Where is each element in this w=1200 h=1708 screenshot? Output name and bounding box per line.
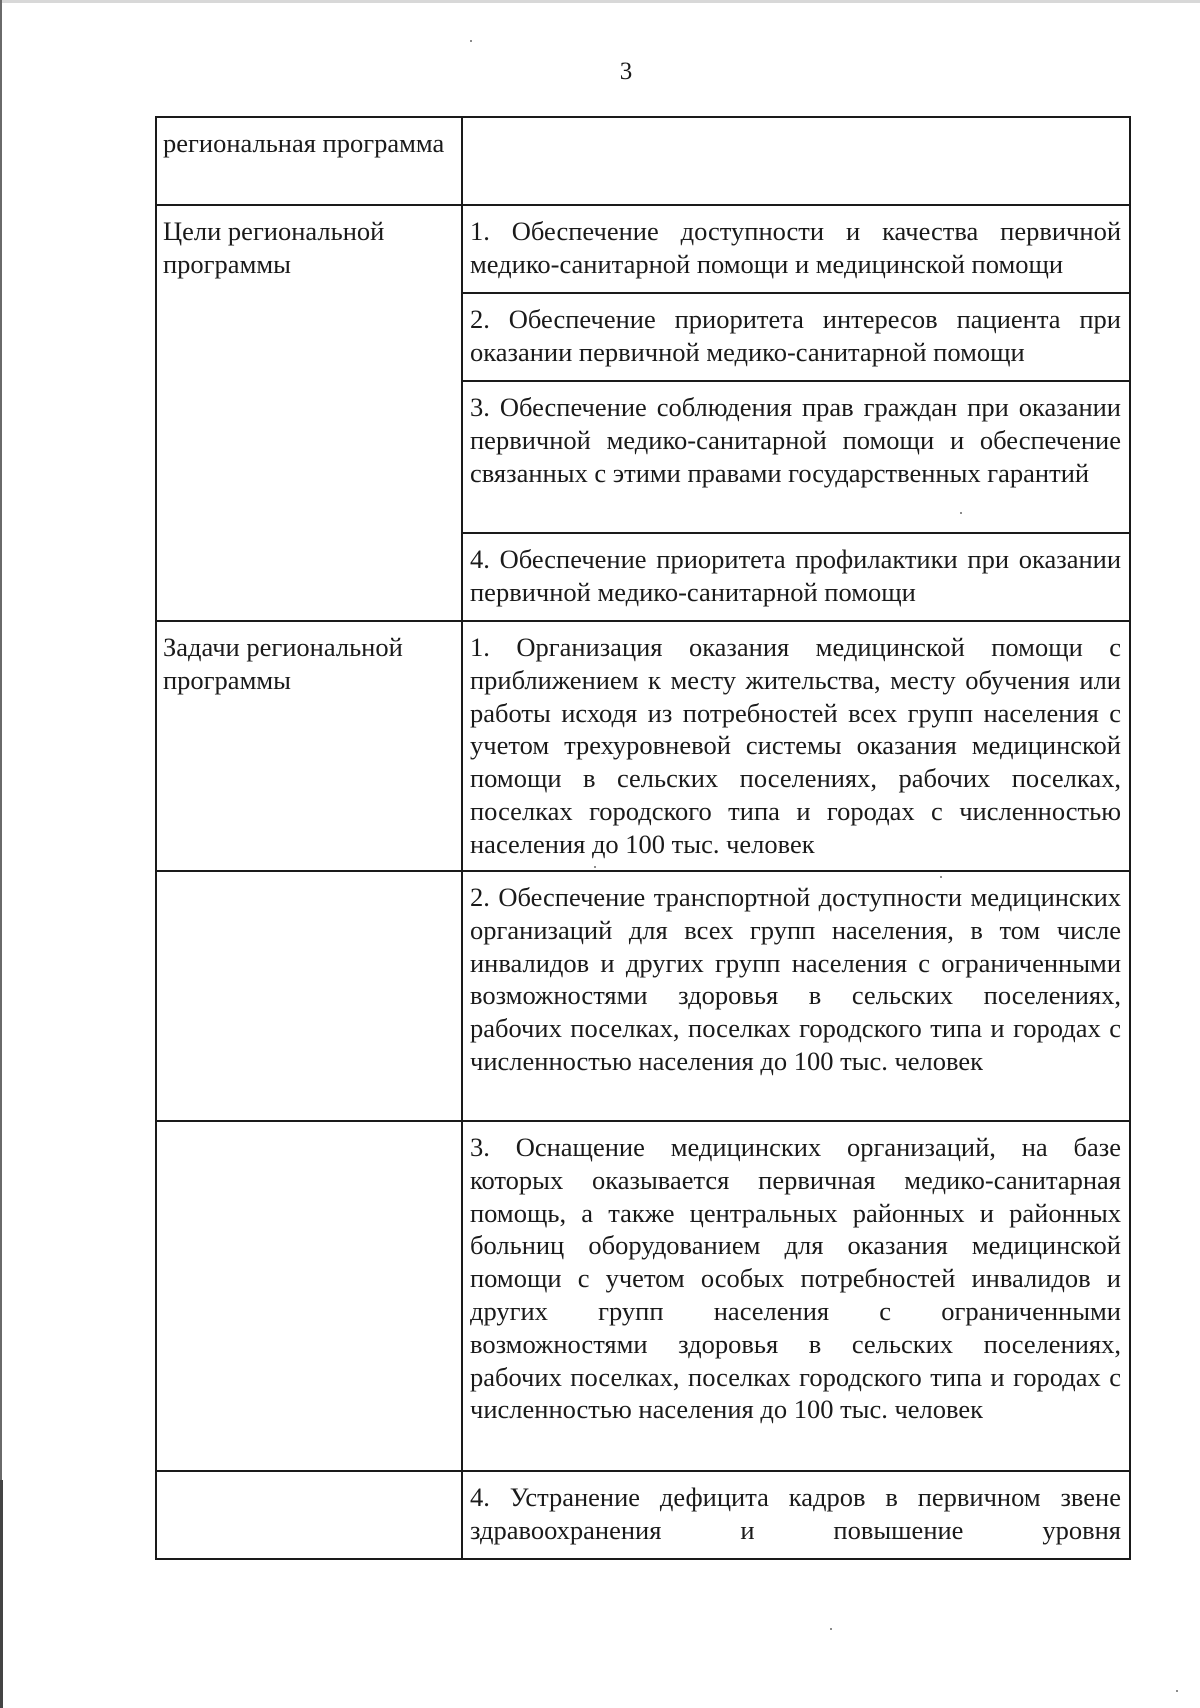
scan-speck: [960, 512, 962, 514]
goal-item: 2. Обеспечение приоритета интересов пациента при оказании первичной медико-санитарной помощи: [462, 293, 1130, 381]
row-label: [156, 871, 462, 1121]
scan-speck: [470, 40, 472, 42]
scan-top-edge: [0, 0, 1200, 3]
program-passport-table: [155, 116, 1131, 1560]
task-item: 1. Организация оказания медицинской помощи с приближением к месту жительства, месту обучения или работы исходя из потребностей всех групп населения с учетом трехуровневой системы оказания медицинской помощи в сельских поселениях, рабочих поселках, поселках городского типа и городах с численностью населения до 100 тыс. человек: [462, 621, 1130, 871]
task-item: 4. Устранение дефицита кадров в первичном звене здравоохранения и повышение уровня: [462, 1471, 1130, 1559]
task-item: 3. Оснащение медицинских организаций, на базе которых оказывается первичная медико-санитарная помощь, а также центральных районных и районных больниц оборудованием для оказания медицинской помощи с учетом особых потребностей инвалидов и других групп населения с ограниченными возможностями здоровья в сельских поселениях, рабочих поселках, поселках городского типа и городах с численностью населения до 100 тыс. человек: [462, 1121, 1130, 1471]
task-item: 2. Обеспечение транспортной доступности медицинских организаций для всех групп населения, в том числе инвалидов и других групп населения с ограниченными возможностями здоровья в сельских поселениях, рабочих поселках, поселках городского типа и городах с численностью населения до 100 тыс. человек: [462, 871, 1130, 1121]
scan-speck: [940, 876, 942, 878]
goal-item: 1. Обеспечение доступности и качества первичной медико-санитарной помощи и медицинской помощи: [462, 205, 1130, 293]
scan-left-edge-dark: [0, 1480, 3, 1708]
table-row: [156, 871, 1130, 1121]
table-row: [156, 1471, 1130, 1559]
row-label-tasks: Задачи региональной программы: [156, 621, 462, 871]
scan-speck: [1176, 1690, 1178, 1692]
table-row: [156, 205, 1130, 293]
row-label: [156, 1121, 462, 1471]
page-number: 3: [619, 58, 633, 85]
scan-left-edge: [0, 0, 2, 1708]
table-row: [156, 117, 1130, 205]
scan-speck: [594, 866, 596, 868]
row-label: региональная программа: [156, 117, 462, 205]
table-row: [156, 621, 1130, 871]
row-label: [156, 1471, 462, 1559]
row-label-goals: Цели региональной программы: [156, 205, 462, 621]
row-value: [462, 117, 1130, 205]
scan-speck: [830, 1628, 832, 1630]
goal-item: 3. Обеспечение соблюдения прав граждан при оказании первичной медико-санитарной помощи и обеспечение связанных с этими правами государственных гарантий: [462, 381, 1130, 533]
table-row: [156, 1121, 1130, 1471]
goal-item: 4. Обеспечение приоритета профилактики при оказании первичной медико-санитарной помощи: [462, 533, 1130, 621]
